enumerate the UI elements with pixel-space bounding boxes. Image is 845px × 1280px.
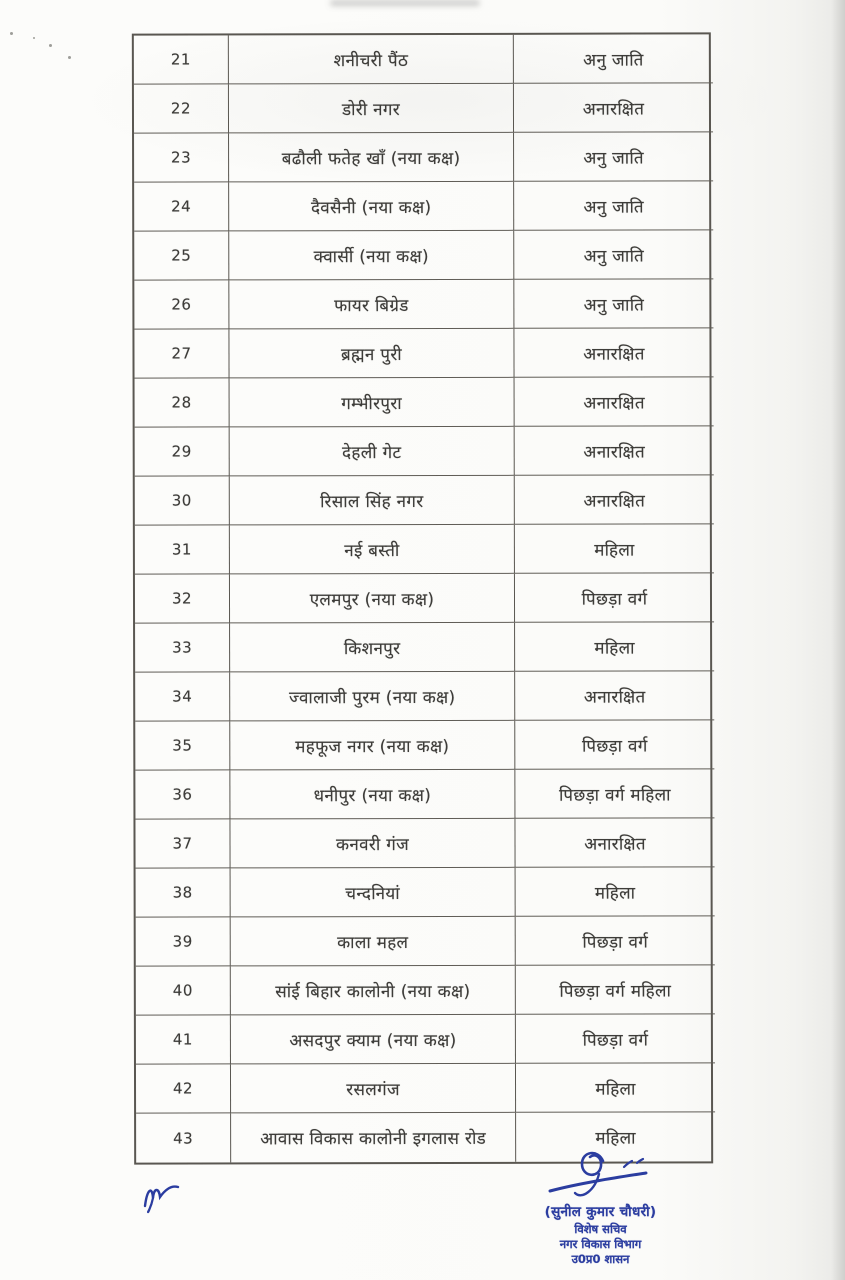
reservation-category: अनु जाति [514,279,713,328]
ward-serial-number: 33 [135,623,230,672]
reservation-category: महिला [515,622,714,671]
reservation-category: पिछड़ा वर्ग [516,916,715,965]
ward-serial-number: 38 [136,868,231,917]
reservation-category: अनारक्षित [515,426,714,475]
ink-speckle [68,56,71,59]
reservation-category: पिछड़ा वर्ग [515,720,714,769]
ward-name: फायर बिग्रेड [229,280,514,330]
ward-name: दैवसैनी (नया कक्ष) [229,182,514,232]
ward-serial-number: 26 [134,280,229,329]
ward-name: देहली गेट [230,427,515,477]
ward-name: किशनपुर [230,623,515,673]
ward-serial-number: 32 [135,574,230,623]
ward-name: ब्रह्मन पुरी [229,329,514,379]
reservation-category: अनु जाति [514,132,713,181]
reservation-category: अनारक्षित [515,377,714,426]
ward-serial-number: 40 [136,966,231,1015]
ward-name: काला महल [231,917,516,967]
ward-name: आवास विकास कालोनी इगलास रोड [231,1113,516,1163]
signatory-government: उ0प्र0 शासन [571,1252,630,1266]
ward-serial-number: 41 [136,1015,231,1064]
ward-name: रिसाल सिंह नगर [230,476,515,526]
reservation-category: पिछड़ा वर्ग महिला [516,965,715,1014]
ward-serial-number: 31 [135,525,230,574]
ward-serial-number: 29 [135,427,230,476]
reservation-category: अनारक्षित [515,818,714,867]
reservation-category: अनु जाति [514,34,713,83]
reservation-category: अनु जाति [514,181,713,230]
ward-name: रसलगंज [231,1064,516,1114]
signatory-department: नगर विकास विभाग [559,1237,642,1251]
reservation-category: अनारक्षित [514,83,713,132]
ward-serial-number: 22 [134,84,229,133]
ward-name: शनीचरी पैंठ [229,35,514,85]
ward-serial-number: 43 [136,1113,231,1162]
ward-serial-number: 34 [135,672,230,721]
reservation-category: अनारक्षित [515,671,714,720]
ward-name: क्वार्सी (नया कक्ष) [229,231,514,281]
ward-serial-number: 42 [136,1064,231,1113]
reservation-category: पिछड़ा वर्ग महिला [515,769,714,818]
reservation-category: महिला [516,867,715,916]
reservation-category: अनु जाति [514,230,713,279]
ward-serial-number: 27 [134,329,229,378]
ward-serial-number: 30 [135,476,230,525]
ward-serial-number: 28 [135,378,230,427]
reservation-category: अनारक्षित [514,328,713,377]
ward-serial-number: 36 [135,770,230,819]
reservation-category: महिला [515,524,714,573]
ward-name: धनीपुर (नया कक्ष) [230,770,515,820]
reservation-category: पिछड़ा वर्ग [515,573,714,622]
ward-name: सांई बिहार कालोनी (नया कक्ष) [231,966,516,1016]
ink-speckle [49,44,52,47]
ward-serial-number: 24 [134,182,229,231]
ward-name: एलमपुर (नया कक्ष) [230,574,515,624]
ward-name: बढौली फतेह खाँ (नया कक्ष) [229,133,514,183]
ward-reservation-table [132,32,713,1164]
scan-edge-shadow [831,0,845,1280]
signature-scribble [540,1146,665,1204]
ward-name: महफूज नगर (नया कक्ष) [230,721,515,771]
ward-name: असदपुर क्याम (नया कक्ष) [231,1015,516,1065]
ward-serial-number: 37 [135,819,230,868]
scan-artifact-top [330,0,480,6]
ward-name: ज्वालाजी पुरम (नया कक्ष) [230,672,515,722]
ward-serial-number: 25 [134,231,229,280]
reservation-category: महिला [516,1063,715,1112]
initial-scribble-mark [136,1172,196,1222]
reservation-category: महिला [595,1128,636,1149]
reservation-category: अनारक्षित [515,475,714,524]
ward-serial-number: 35 [135,721,230,770]
signatory-name: (सुनील कुमार चौधरी) [544,1204,657,1220]
ink-speckle [10,32,13,35]
ink-speckle [33,37,35,39]
ward-name: चन्दनियां [231,868,516,918]
signatory-designation: विशेष सचिव [574,1222,627,1236]
ward-name: गम्भीरपुरा [230,378,515,428]
ward-serial-number: 23 [134,133,229,182]
ward-name: कनवरी गंज [230,819,515,869]
ward-name: नई बस्ती [230,525,515,575]
ward-serial-number: 39 [136,917,231,966]
ward-name: डोरी नगर [229,84,514,134]
ward-serial-number: 21 [134,35,229,84]
reservation-category: पिछड़ा वर्ग [516,1014,715,1063]
signature-block [498,1202,703,1267]
